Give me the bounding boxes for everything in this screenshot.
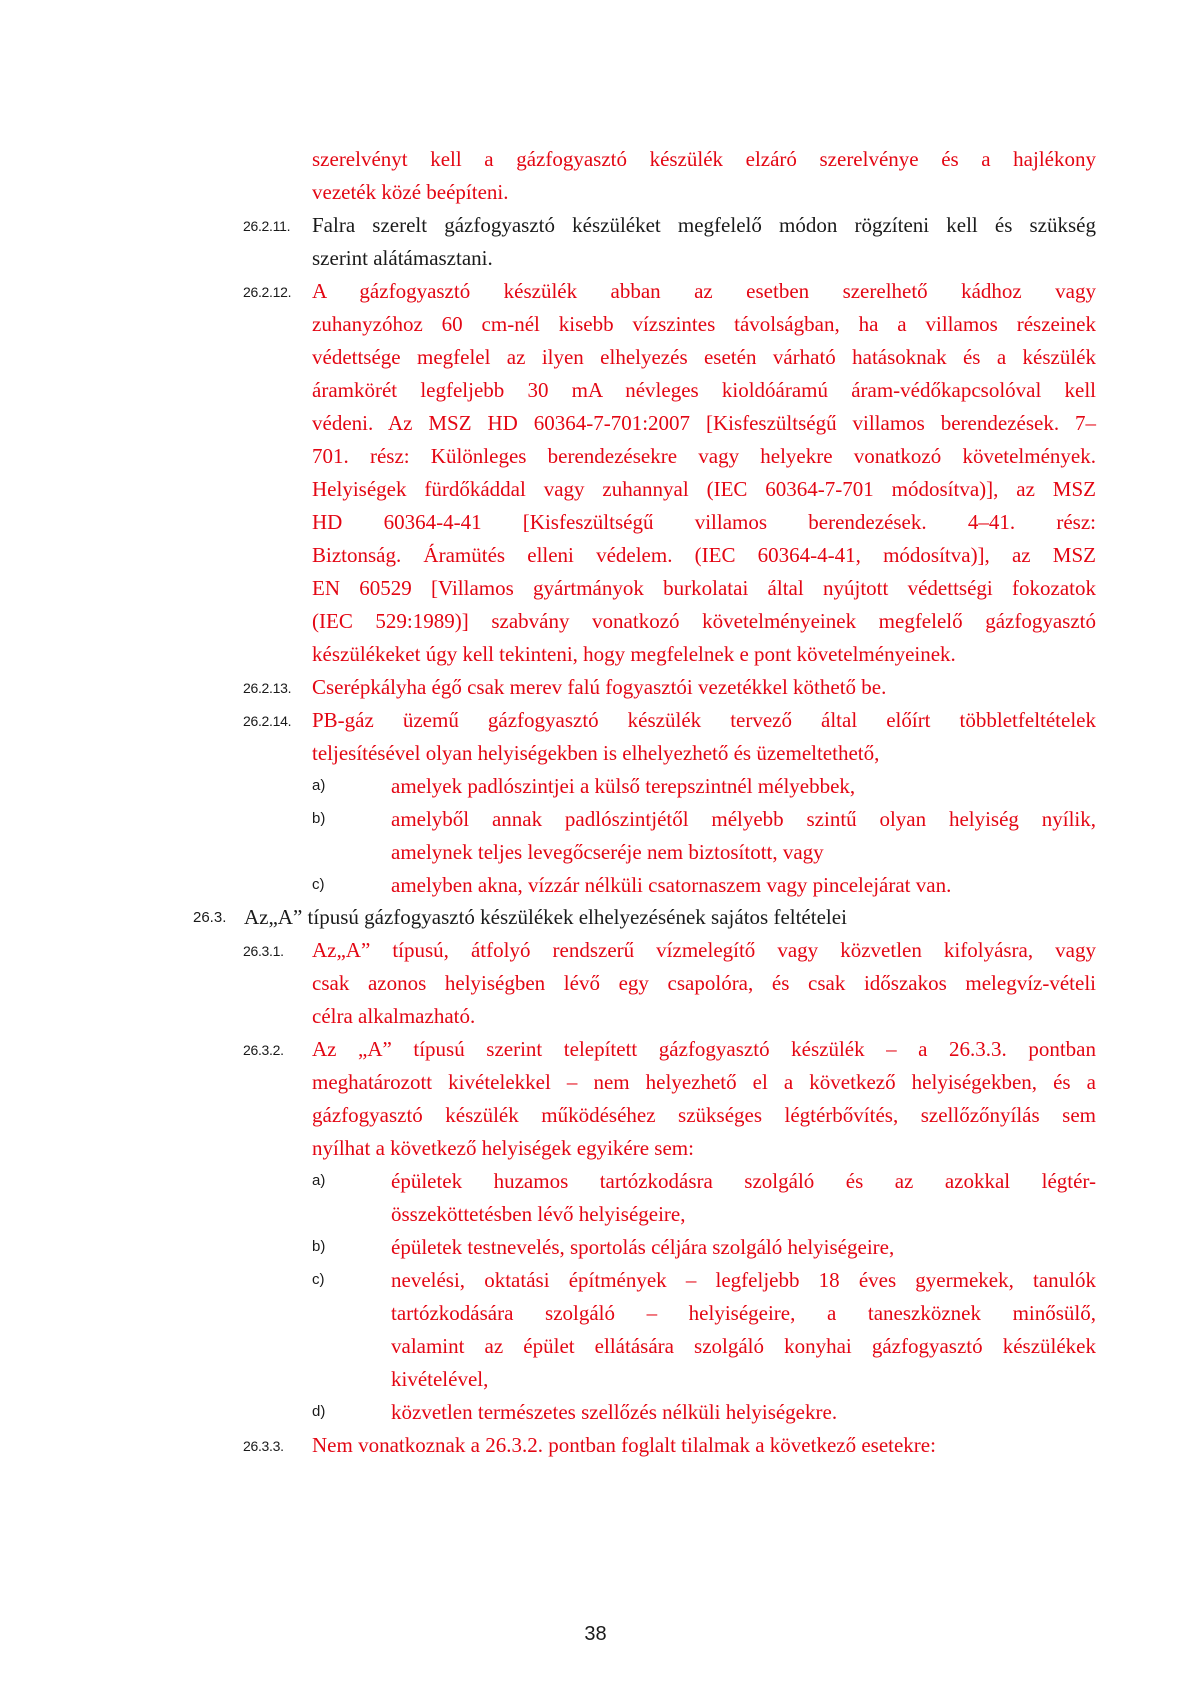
list-item-text: épületek testnevelés, sportolás céljára szolgáló helyiségeire, (391, 1235, 895, 1259)
list-letter: c) (312, 876, 325, 893)
list-item-text: valamint az épület ellátására szolgáló konyhai gázfogyasztó készülékek (391, 1334, 1096, 1358)
text-line: Biztonság. Áramütés elleni védelem. (IEC 60364-4-41, módosítva)], az MSZ (312, 543, 1096, 567)
list-item-text: nevelési, oktatási építmények – legfeljebb 18 éves gyermekek, tanulók (391, 1268, 1096, 1292)
item-number: 26.2.12. (243, 284, 292, 300)
text-line: védeni. Az MSZ HD 60364-7-701:2007 [Kisfeszültségű villamos berendezések. 7– (312, 411, 1096, 435)
list-item-text: amelynek teljes levegőcseréje nem biztosított, vagy (391, 840, 824, 864)
text-line: meghatározott kivételekkel – nem helyezhető el a következő helyiségekben, és a (312, 1070, 1096, 1094)
list-item-text: amelyből annak padlószintjétől mélyebb szintű olyan helyiség nyílik, (391, 807, 1096, 831)
text-line: Falra szerelt gázfogyasztó készüléket megfelelő módon rögzíteni kell és szükség (312, 213, 1096, 237)
text-line: nyílhat a következő helyiségek egyikére sem: (312, 1136, 694, 1160)
text-line: HD 60364-4-41 [Kisfeszültségű villamos berendezések. 4–41. rész: (312, 510, 1096, 534)
list-item-text: kivételével, (391, 1367, 489, 1391)
text-line: EN 60529 [Villamos gyártmányok burkolatai által nyújtott védettségi fokozatok (312, 576, 1096, 600)
text-line: Az „A” típusú szerint telepített gázfogyasztó készülék – a 26.3.3. pontban (312, 1037, 1096, 1061)
text-line: áramkörét legfeljebb 30 mA névleges kioldóáramú áram-védőkapcsolóval kell (312, 378, 1096, 402)
page-number: 38 (584, 1623, 607, 1645)
list-letter: a) (312, 777, 326, 794)
text-line: célra alkalmazható. (312, 1004, 476, 1028)
text-line: Az„A” típusú, átfolyó rendszerű vízmelegítő vagy közvetlen kifolyásra, vagy (312, 938, 1096, 962)
item-number: 26.3.3. (243, 1438, 284, 1454)
list-item-text: amelyek padlószintjei a külső terepszintnél mélyebbek, (391, 774, 856, 798)
text-line: csak azonos helyiségben lévő egy csapolóra, és csak időszakos melegvíz-vételi (312, 971, 1096, 995)
list-letter: d) (312, 1403, 326, 1420)
list-item-text: épületek huzamos tartózkodásra szolgáló és az azokkal légtér- (391, 1169, 1096, 1193)
text-line: Nem vonatkoznak a 26.3.2. pontban foglalt tilalmak a következő esetekre: (312, 1433, 936, 1457)
text-line: (IEC 529:1989)] szabvány vonatkozó követelményeinek megfelelő gázfogyasztó (312, 609, 1096, 633)
text-line: védettsége megfelel az ilyen elhelyezés esetén várható hatásoknak és a készülék (312, 345, 1096, 369)
list-item-text: közvetlen természetes szellőzés nélküli helyiségekre. (391, 1400, 838, 1424)
text-line: PB-gáz üzemű gázfogyasztó készülék tervező által előírt többletfeltételek (312, 708, 1096, 732)
text-line: szerint alátámasztani. (312, 246, 493, 270)
text-line: teljesítésével olyan helyiségekben is elhelyezhető és üzemeltethető, (312, 741, 880, 765)
list-letter: a) (312, 1172, 326, 1189)
section-number: 26.3. (193, 909, 227, 926)
text-line: 701. rész: Különleges berendezésekre vagy helyekre vonatkozó követelmények. (312, 444, 1096, 468)
text-line: zuhanyzóhoz 60 cm-nél kisebb vízszintes távolságban, ha a villamos részeinek (312, 312, 1096, 336)
item-number: 26.2.13. (243, 680, 292, 696)
text-line: vezeték közé beépíteni. (312, 180, 509, 204)
text-line: Helyiségek fürdőkáddal vagy zuhannyal (IEC 60364-7-701 módosítva)], az MSZ (312, 477, 1096, 501)
list-item-text: amelyben akna, vízzár nélküli csatornaszem vagy pincelejárat van. (391, 873, 952, 897)
section-title: Az„A” típusú gázfogyasztó készülékek elhelyezésének sajátos feltételei (244, 905, 847, 929)
text-line: A gázfogyasztó készülék abban az esetben szerelhető kádhoz vagy (312, 279, 1096, 303)
text-line: gázfogyasztó készülék működéséhez szükséges légtérbővítés, szellőzőnyílás sem (312, 1103, 1096, 1127)
list-item-text: tartózkodására szolgáló – helyiségeire, a taneszköznek minősülő, (391, 1301, 1096, 1325)
item-number: 26.3.2. (243, 1042, 284, 1058)
text-line: Cserépkályha égő csak merev falú fogyasztói vezetékkel köthető be. (312, 675, 887, 699)
item-number: 26.2.14. (243, 713, 292, 729)
list-letter: b) (312, 810, 326, 827)
item-number: 26.2.11. (243, 218, 291, 234)
text-line: szerelvényt kell a gázfogyasztó készülék elzáró szerelvénye és a hajlékony (312, 147, 1096, 171)
list-letter: c) (312, 1271, 325, 1288)
list-item-text: összeköttetésben lévő helyiségeire, (391, 1202, 686, 1226)
text-line: készülékeket úgy kell tekinteni, hogy megfelelnek e pont követelményeinek. (312, 642, 956, 666)
item-number: 26.3.1. (243, 943, 284, 959)
list-letter: b) (312, 1238, 326, 1255)
